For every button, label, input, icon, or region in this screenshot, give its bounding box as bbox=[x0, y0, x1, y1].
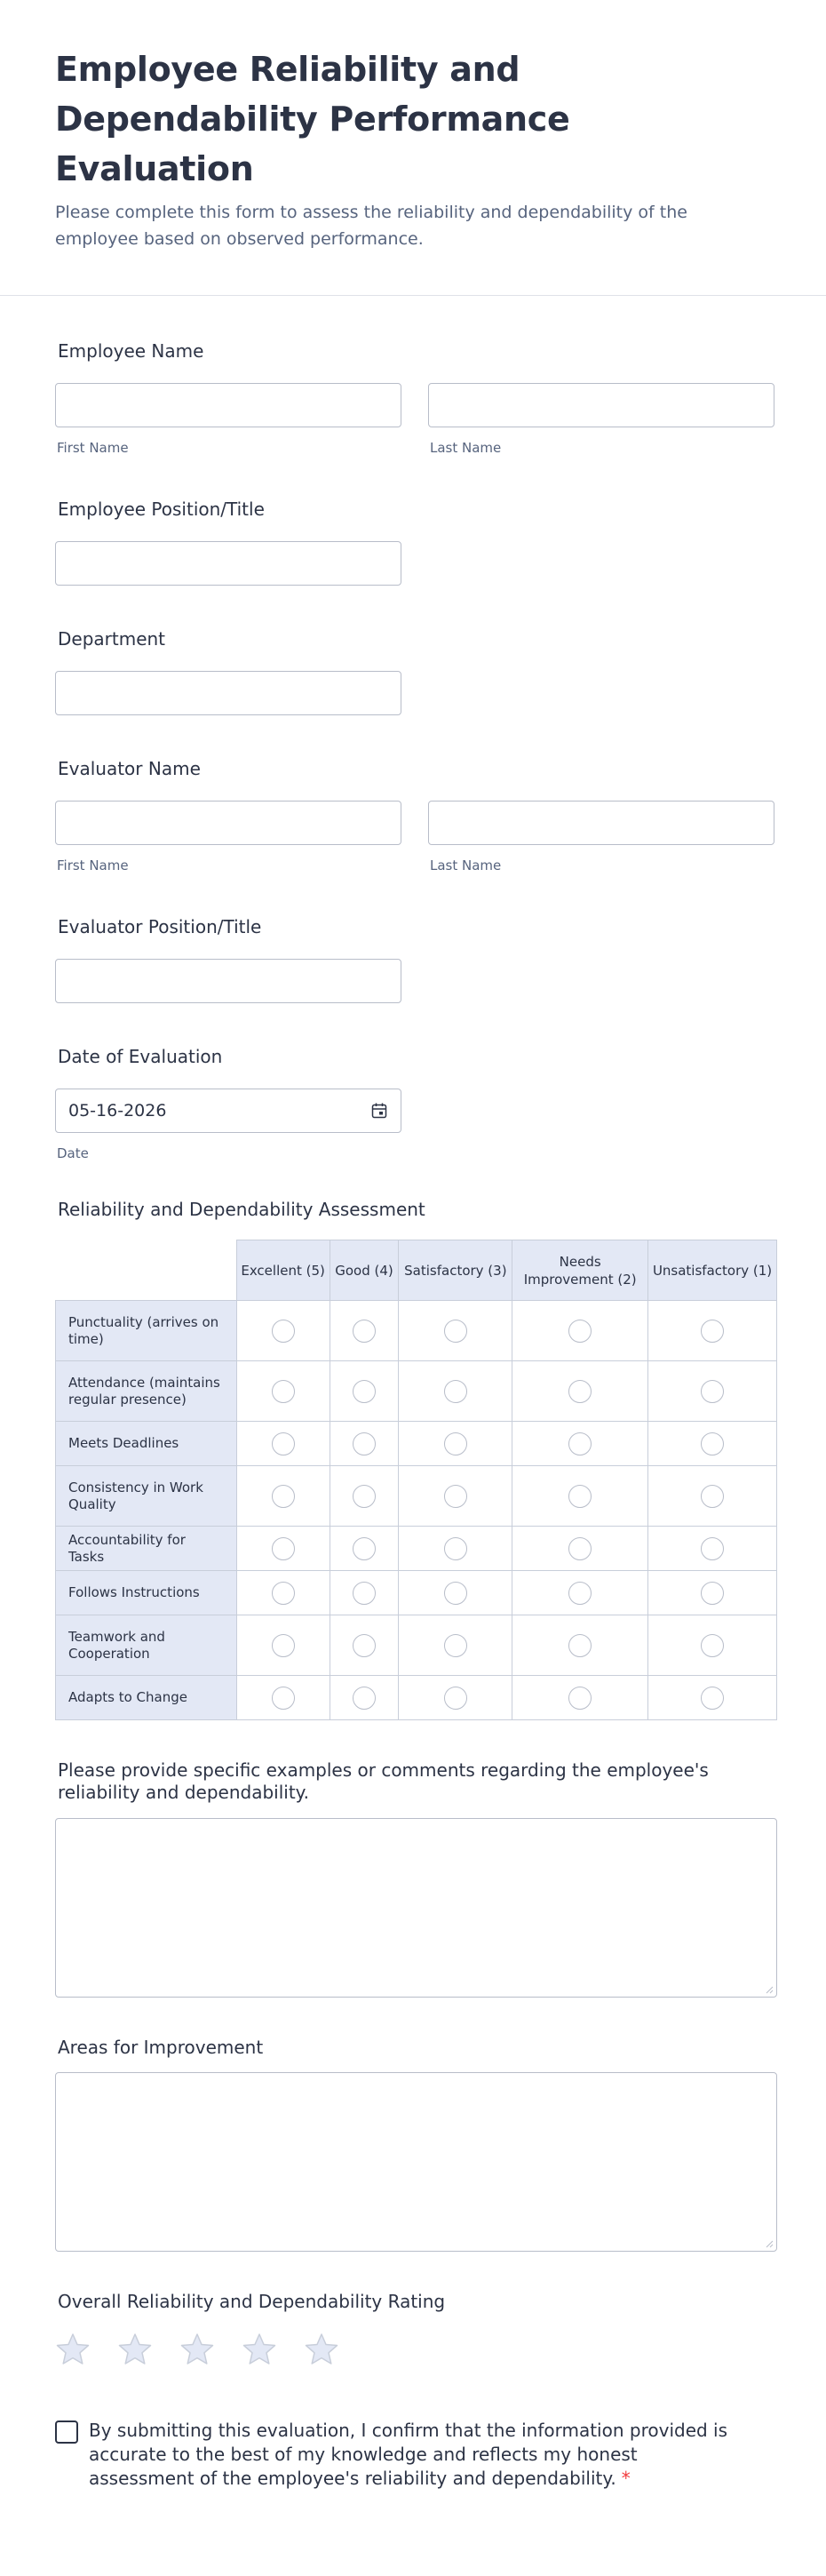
matrix-cell bbox=[236, 1301, 330, 1361]
evaluator-first-name-input[interactable] bbox=[55, 801, 401, 845]
matrix-cell bbox=[512, 1527, 648, 1571]
matrix-row bbox=[56, 1301, 777, 1361]
matrix-radio[interactable] bbox=[701, 1380, 724, 1403]
matrix-radio[interactable] bbox=[272, 1380, 295, 1403]
star-icon[interactable] bbox=[179, 2332, 215, 2367]
employee-name-field bbox=[55, 340, 771, 456]
star-icon[interactable] bbox=[242, 2332, 277, 2367]
evaluator-position-label: Evaluator Position/Title bbox=[58, 916, 262, 937]
matrix-radio[interactable] bbox=[353, 1687, 376, 1710]
employee-position-label: Employee Position/Title bbox=[58, 498, 265, 520]
matrix-cell bbox=[399, 1301, 512, 1361]
matrix-radio[interactable] bbox=[272, 1634, 295, 1657]
matrix-cell bbox=[512, 1361, 648, 1422]
employee-last-name-input[interactable] bbox=[428, 383, 774, 427]
matrix-cell bbox=[648, 1466, 777, 1527]
matrix-cell bbox=[236, 1676, 330, 1720]
rating-label: Overall Reliability and Dependability Rating bbox=[58, 2291, 446, 2312]
matrix-radio[interactable] bbox=[568, 1537, 592, 1560]
matrix-cell bbox=[330, 1615, 399, 1676]
consent-field bbox=[55, 2419, 771, 2491]
matrix-radio[interactable] bbox=[272, 1582, 295, 1605]
assessment-matrix bbox=[55, 1240, 777, 1720]
matrix-radio[interactable] bbox=[701, 1634, 724, 1657]
evaluator-name-label: Evaluator Name bbox=[58, 758, 201, 779]
matrix-cell bbox=[399, 1422, 512, 1466]
matrix-radio[interactable] bbox=[444, 1380, 467, 1403]
matrix-radio[interactable] bbox=[353, 1380, 376, 1403]
required-mark: * bbox=[621, 2468, 631, 2489]
star-rating bbox=[55, 2332, 771, 2367]
matrix-cell bbox=[330, 1301, 399, 1361]
matrix-radio[interactable] bbox=[272, 1432, 295, 1455]
consent-statement: By submitting this evaluation, I confirm that the information provided is accurate to the best of my knowledge and reflects my honest assessment of the employee's reliability and dependability. bbox=[89, 2420, 728, 2489]
matrix-cell bbox=[512, 1615, 648, 1676]
matrix-cell bbox=[330, 1466, 399, 1527]
matrix-cell bbox=[512, 1571, 648, 1615]
matrix-cell bbox=[648, 1301, 777, 1361]
improvement-label: Areas for Improvement bbox=[58, 2037, 264, 2058]
matrix-radio[interactable] bbox=[701, 1432, 724, 1455]
department-label: Department bbox=[58, 628, 166, 650]
matrix-cell bbox=[236, 1361, 330, 1422]
matrix-radio[interactable] bbox=[272, 1537, 295, 1560]
resize-handle-icon[interactable] bbox=[765, 1985, 774, 1994]
matrix-cell bbox=[399, 1527, 512, 1571]
matrix-radio[interactable] bbox=[353, 1485, 376, 1508]
employee-name-label: Employee Name bbox=[58, 340, 204, 362]
rating-field bbox=[55, 2291, 771, 2367]
evaluator-position-field bbox=[55, 916, 771, 1003]
matrix-corner bbox=[56, 1240, 237, 1301]
matrix-row-label: Consistency in Work Quality bbox=[56, 1466, 237, 1527]
matrix-radio[interactable] bbox=[444, 1582, 467, 1605]
matrix-cell bbox=[648, 1361, 777, 1422]
matrix-row-label: Accountability for Tasks bbox=[56, 1527, 237, 1571]
calendar-icon[interactable] bbox=[370, 1102, 388, 1120]
matrix-cell bbox=[399, 1571, 512, 1615]
matrix-row-label: Adapts to Change bbox=[56, 1676, 237, 1720]
matrix-row bbox=[56, 1615, 777, 1676]
matrix-column-header: Excellent (5) bbox=[236, 1240, 330, 1301]
matrix-cell bbox=[330, 1676, 399, 1720]
matrix-radio[interactable] bbox=[444, 1537, 467, 1560]
matrix-radio[interactable] bbox=[353, 1537, 376, 1560]
date-sublabel: Date bbox=[57, 1145, 89, 1161]
matrix-column-header: Good (4) bbox=[330, 1240, 399, 1301]
matrix-row bbox=[56, 1676, 777, 1720]
matrix-cell bbox=[330, 1361, 399, 1422]
matrix-cell bbox=[512, 1301, 648, 1361]
department-input[interactable] bbox=[55, 671, 401, 715]
matrix-cell bbox=[399, 1615, 512, 1676]
matrix-row bbox=[56, 1361, 777, 1422]
form-header bbox=[0, 0, 826, 296]
employee-first-name-sublabel: First Name bbox=[57, 440, 129, 456]
form-subtitle: Please complete this form to assess the reliability and dependability of the employee based on observed performance. bbox=[55, 203, 687, 249]
employee-position-input[interactable] bbox=[55, 541, 401, 586]
matrix-cell bbox=[236, 1422, 330, 1466]
matrix-cell bbox=[648, 1527, 777, 1571]
matrix-radio[interactable] bbox=[272, 1320, 295, 1343]
matrix-cell bbox=[330, 1422, 399, 1466]
evaluator-name-field bbox=[55, 758, 771, 873]
matrix-radio[interactable] bbox=[568, 1432, 592, 1455]
matrix-column-header: Unsatisfactory (1) bbox=[648, 1240, 777, 1301]
matrix-row-label: Teamwork and Cooperation bbox=[56, 1615, 237, 1676]
matrix-radio[interactable] bbox=[444, 1320, 467, 1343]
evaluator-last-name-sublabel: Last Name bbox=[430, 857, 502, 873]
matrix-cell bbox=[399, 1676, 512, 1720]
matrix-radio[interactable] bbox=[444, 1432, 467, 1455]
assessment-matrix-label: Reliability and Dependability Assessment bbox=[58, 1199, 425, 1220]
comments-field bbox=[55, 1759, 771, 1998]
evaluator-position-input[interactable] bbox=[55, 959, 401, 1003]
matrix-radio[interactable] bbox=[568, 1687, 592, 1710]
matrix-radio[interactable] bbox=[701, 1582, 724, 1605]
matrix-cell bbox=[648, 1615, 777, 1676]
employee-last-name-sublabel: Last Name bbox=[430, 440, 502, 456]
form-title: Employee Reliability and Dependability Performance Evaluation bbox=[55, 50, 570, 188]
matrix-cell bbox=[648, 1571, 777, 1615]
matrix-cell bbox=[236, 1466, 330, 1527]
matrix-radio[interactable] bbox=[568, 1320, 592, 1343]
matrix-cell bbox=[512, 1466, 648, 1527]
matrix-cell bbox=[236, 1615, 330, 1676]
matrix-cell bbox=[399, 1466, 512, 1527]
matrix-radio[interactable] bbox=[701, 1537, 724, 1560]
matrix-radio[interactable] bbox=[272, 1687, 295, 1710]
matrix-cell bbox=[330, 1571, 399, 1615]
star-icon[interactable] bbox=[55, 2332, 91, 2367]
matrix-row bbox=[56, 1527, 777, 1571]
evaluator-first-name-sublabel: First Name bbox=[57, 857, 129, 873]
matrix-radio[interactable] bbox=[701, 1687, 724, 1710]
improvement-textarea[interactable] bbox=[55, 2072, 777, 2252]
matrix-row bbox=[56, 1571, 777, 1615]
resize-handle-icon[interactable] bbox=[765, 2239, 774, 2248]
matrix-row bbox=[56, 1466, 777, 1527]
matrix-radio[interactable] bbox=[568, 1380, 592, 1403]
matrix-row-label: Punctuality (arrives on time) bbox=[56, 1301, 237, 1361]
matrix-radio[interactable] bbox=[568, 1634, 592, 1657]
matrix-cell bbox=[512, 1422, 648, 1466]
matrix-column-header: Satisfactory (3) bbox=[399, 1240, 512, 1301]
matrix-cell bbox=[236, 1571, 330, 1615]
date-input[interactable] bbox=[55, 1089, 401, 1133]
date-label: Date of Evaluation bbox=[58, 1046, 223, 1067]
star-icon[interactable] bbox=[304, 2332, 339, 2367]
star-icon[interactable] bbox=[117, 2332, 153, 2367]
matrix-radio[interactable] bbox=[353, 1634, 376, 1657]
form-body bbox=[0, 340, 826, 2491]
employee-first-name-input[interactable] bbox=[55, 383, 401, 427]
matrix-cell bbox=[236, 1527, 330, 1571]
date-field bbox=[55, 1046, 771, 1161]
matrix-radio[interactable] bbox=[568, 1485, 592, 1508]
matrix-radio[interactable] bbox=[444, 1485, 467, 1508]
matrix-radio[interactable] bbox=[272, 1485, 295, 1508]
improvement-field bbox=[55, 2037, 771, 2252]
matrix-cell bbox=[648, 1422, 777, 1466]
matrix-radio[interactable] bbox=[353, 1320, 376, 1343]
consent-checkbox[interactable] bbox=[55, 2420, 78, 2444]
department-field bbox=[55, 628, 771, 715]
assessment-matrix-field bbox=[55, 1199, 771, 1720]
matrix-cell bbox=[330, 1527, 399, 1571]
consent-text bbox=[89, 2419, 737, 2491]
matrix-radio[interactable] bbox=[444, 1634, 467, 1657]
matrix-cell bbox=[512, 1676, 648, 1720]
matrix-row-label: Meets Deadlines bbox=[56, 1422, 237, 1466]
employee-position-field bbox=[55, 498, 771, 586]
evaluator-last-name-input[interactable] bbox=[428, 801, 774, 845]
date-value: 05-16-2026 bbox=[68, 1101, 167, 1121]
matrix-column-header: Needs Improvement (2) bbox=[512, 1240, 648, 1301]
matrix-row-label: Follows Instructions bbox=[56, 1571, 237, 1615]
matrix-radio[interactable] bbox=[568, 1582, 592, 1605]
matrix-radio[interactable] bbox=[701, 1485, 724, 1508]
matrix-cell bbox=[399, 1361, 512, 1422]
matrix-radio[interactable] bbox=[353, 1432, 376, 1455]
comments-textarea[interactable] bbox=[55, 1818, 777, 1998]
matrix-radio[interactable] bbox=[701, 1320, 724, 1343]
matrix-cell bbox=[648, 1676, 777, 1720]
matrix-row bbox=[56, 1422, 777, 1466]
comments-label: Please provide specific examples or comments regarding the employee's reliability and dependability. bbox=[58, 1759, 709, 1803]
matrix-radio[interactable] bbox=[444, 1687, 467, 1710]
matrix-row-label: Attendance (maintains regular presence) bbox=[56, 1361, 237, 1422]
matrix-radio[interactable] bbox=[353, 1582, 376, 1605]
